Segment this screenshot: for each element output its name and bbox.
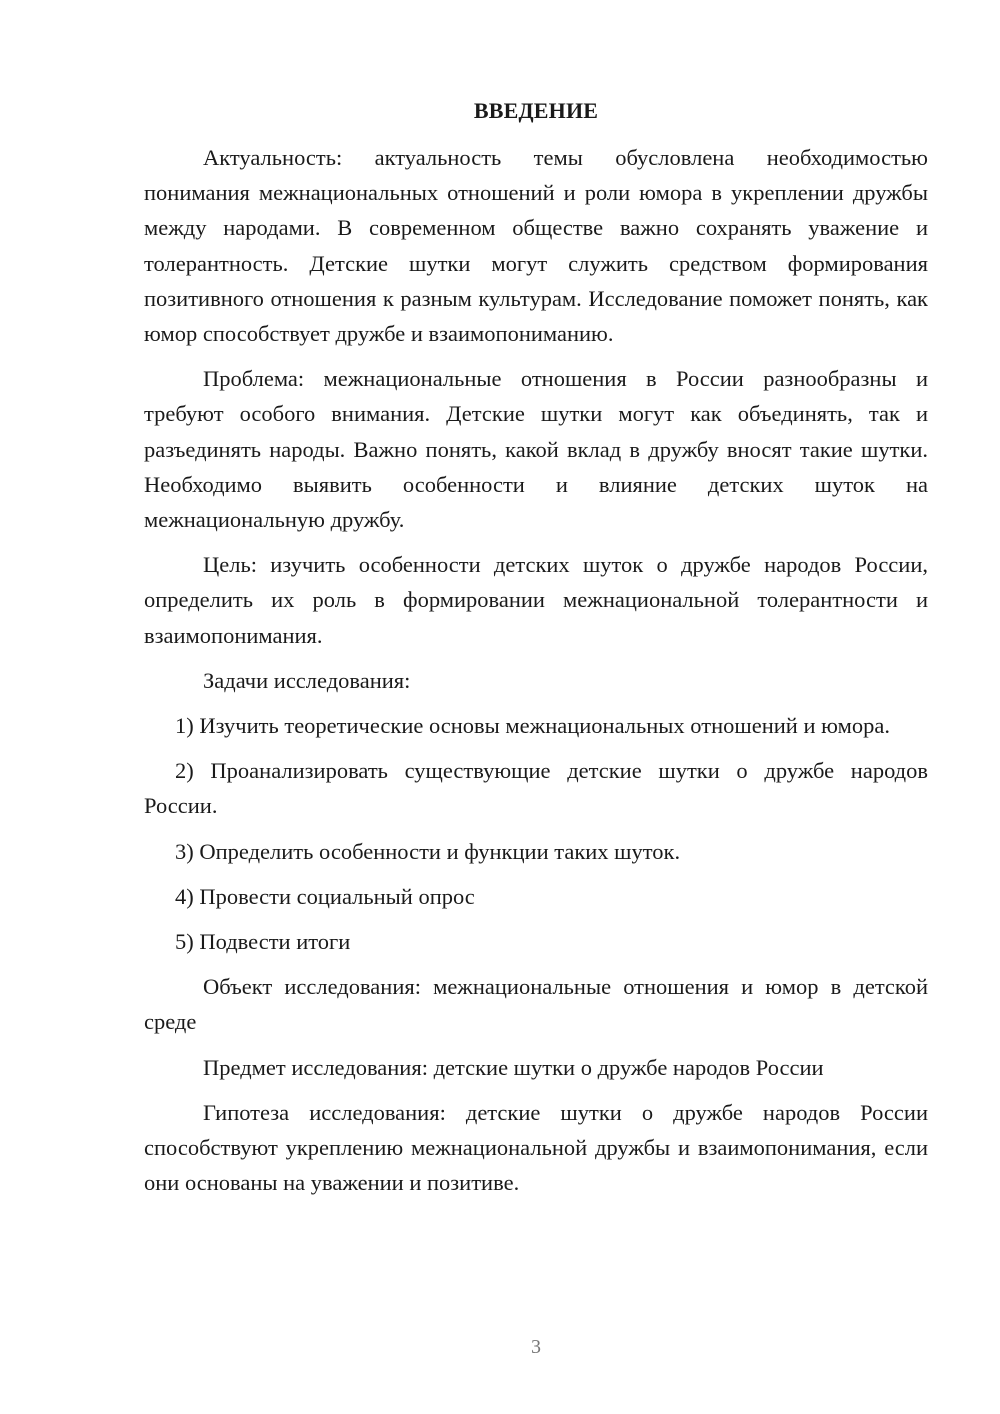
tasks-heading: Задачи исследования: (203, 667, 411, 693)
document-page (144, 0, 928, 1414)
task-item-1: 1) Изучить теоретические основы межнациональных отношений и юмора. (175, 713, 890, 739)
task-item-5: 5) Подвести итоги (175, 929, 351, 955)
task-item-4: 4) Провести социальный опрос (175, 883, 475, 909)
task-item-3: 3) Определить особенности и функции таких шуток. (175, 838, 681, 864)
paragraph-hypothesis: Гипотеза исследования: детские шутки о дружбе народов России способствуют укреплению межнациональной дружбы и взаимопонимания, если они основаны на уважении и позитиве. (144, 1099, 928, 1196)
paragraph-goal: Цель: изучить особенности детских шуток о дружбе народов России, определить их роль в формировании межнациональной толерантности и взаимопонимания. (144, 552, 928, 648)
paragraph-subject: Предмет исследования: детские шутки о дружбе народов России (203, 1054, 824, 1080)
task-item-2: 2) Проанализировать существующие детские шутки о дружбе народов России. (144, 758, 928, 819)
page-number: 3 (531, 1336, 541, 1358)
page-title: ВВЕДЕНИЕ (473, 98, 599, 123)
document-body (144, 140, 928, 1210)
paragraph-relevance: Актуальность: актуальность темы обусловлена необходимостью понимания межнациональных отношений и роли юмора в укреплении дружбы между народами. В современном обществе важно сохранять уважение и толерантность. Детские шутки могут служить средством формирования позитивного отношения к разным культурам. Исследование поможет понять, как юмор способствует дружбе и взаимопониманию. (144, 145, 928, 347)
paragraph-object: Объект исследования: межнациональные отношения и юмор в детской среде (144, 974, 928, 1035)
paragraph-problem: Проблема: межнациональные отношения в России разнообразны и требуют особого внимания. Детские шутки могут как объединять, так и разъединять народы. Важно понять, какой вклад в дружбу вносят такие шутки. Необходимо выявить особенности и влияние детских шуток на межнациональную дружбу. (144, 366, 928, 533)
